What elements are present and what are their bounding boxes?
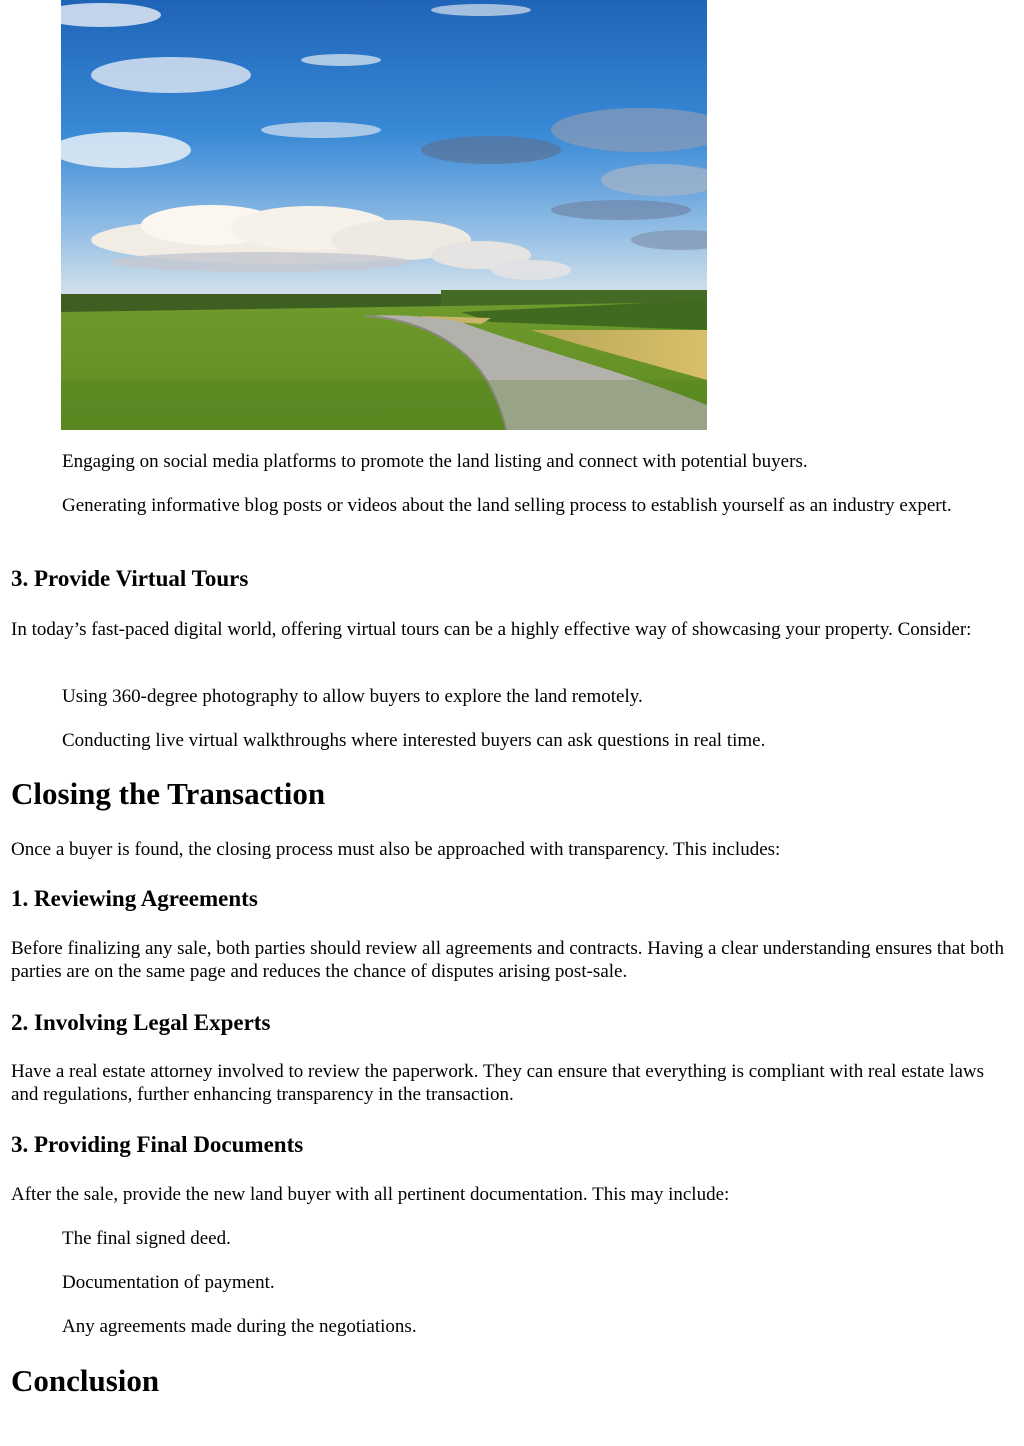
paragraph: After the sale, provide the new land buyer with all pertinent documentation. This may include:	[11, 1184, 730, 1205]
page-section-title: Conclusion	[11, 1363, 160, 1398]
list-item: Engaging on social media platforms to promote the land listing and connect with potential buyers.	[62, 451, 808, 472]
section-heading: 2. Involving Legal Experts	[11, 1010, 271, 1035]
section-heading: 1. Reviewing Agreements	[11, 886, 258, 911]
countryside-road-photo	[61, 0, 707, 430]
page-section-title: Closing the Transaction	[11, 776, 326, 811]
paragraph: Once a buyer is found, the closing process must also be approached with transparency. This includes:	[11, 839, 781, 860]
list-item: The final signed deed.	[62, 1228, 231, 1249]
section-heading: 3. Providing Final Documents	[11, 1132, 304, 1157]
paragraph: In today’s fast-paced digital world, offering virtual tours can be a highly effective way of showcasing your property. Consider:	[11, 619, 972, 640]
section-heading: 3. Provide Virtual Tours	[11, 566, 249, 591]
list-item: Any agreements made during the negotiations.	[62, 1316, 417, 1337]
list-item: Conducting live virtual walkthroughs where interested buyers can ask questions in real time.	[62, 730, 766, 751]
list-item: Documentation of payment.	[62, 1272, 275, 1293]
list-item: Generating informative blog posts or videos about the land selling process to establish yourself as an industry expert.	[62, 495, 952, 516]
paragraph: Before finalizing any sale, both parties should review all agreements and contracts. Having a clear understanding ensures that both parties are on the same page and reduces the chance of disputes arising post-sale.	[11, 938, 1004, 982]
paragraph: Have a real estate attorney involved to review the paperwork. They can ensure that everything is compliant with real estate laws and regulations, further enhancing transparency in the transaction.	[11, 1061, 985, 1105]
list-item: Using 360-degree photography to allow buyers to explore the land remotely.	[62, 686, 643, 707]
